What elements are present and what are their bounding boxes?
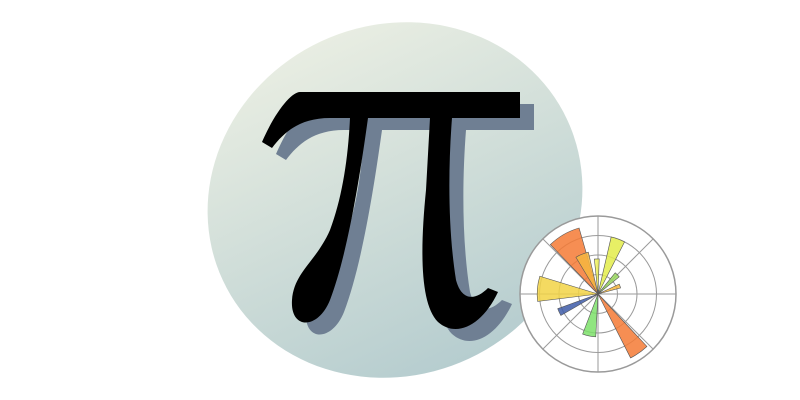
polar-chart <box>520 216 676 372</box>
